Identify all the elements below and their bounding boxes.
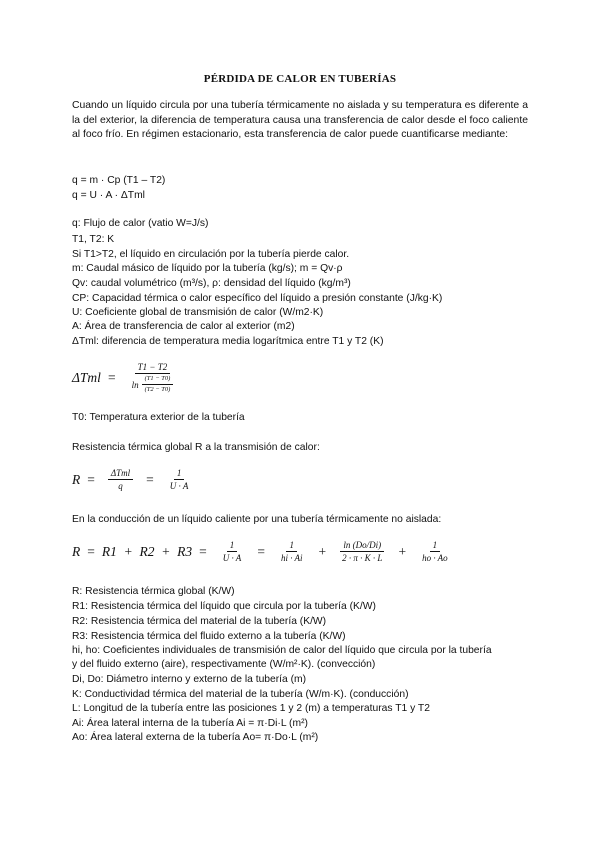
fraction-numerator: ΔTml xyxy=(108,468,133,480)
fraction-denominator: hi · Ai xyxy=(280,553,303,563)
legend-line: R2: Resistencia térmica del material de la tubería (K/W) xyxy=(72,616,327,627)
legend-line: hi, ho: Coeficientes individuales de transmisión de calor del líquido que circula por la tubería xyxy=(72,645,492,656)
fraction-numerator: 1 xyxy=(227,540,238,552)
legend-line: Di, Do: Diámetro interno y externo de la tubería (m) xyxy=(72,674,307,685)
resistance-intro: Resistencia térmica global R a la transmisión de calor: xyxy=(72,442,320,453)
legend-line: Ai: Área lateral interna de la tubería Ai = π·Di·L (m²) xyxy=(72,718,308,729)
fraction-numerator: 1 xyxy=(286,540,297,552)
legend-line: R1: Resistencia térmica del líquido que circula por la tubería (K/W) xyxy=(72,601,376,612)
equals-sign: = xyxy=(87,471,95,487)
equation-lhs: ΔTml xyxy=(72,370,101,385)
legend-line: Ao: Área lateral externa de la tubería Ao= π·Do·L (m²) xyxy=(72,732,319,743)
legend-line: K: Conductividad térmica del material de la tubería (W/m·K). (conducción) xyxy=(72,689,409,700)
legend-line: R3: Resistencia térmica del fluido externo a la tubería (K/W) xyxy=(72,631,346,642)
fraction-denominator: q xyxy=(118,481,123,491)
fraction-denominator: 2 · π · K · L xyxy=(342,553,383,563)
fraction-denominator: U · A xyxy=(222,553,242,563)
equation-lhs: R xyxy=(72,471,81,487)
fraction-numerator: ln (Do/Di) xyxy=(340,540,384,552)
fraction xyxy=(278,540,306,563)
definition-line: T1, T2: K xyxy=(72,234,115,245)
equation-dtml xyxy=(72,362,182,394)
fraction-numerator: 1 xyxy=(174,468,185,480)
equation-q-mass: q = m · Cp (T1 – T2) xyxy=(72,175,166,186)
fraction-numerator: 1 xyxy=(430,540,441,552)
equation-r xyxy=(72,468,197,491)
equation-r-sum xyxy=(72,540,457,563)
equals-sign: = xyxy=(199,543,207,559)
ln-label: ln xyxy=(131,379,139,390)
equals-sign: = xyxy=(107,370,116,385)
inner-numerator: (T1 − T0) xyxy=(142,375,174,385)
t0-definition: T0: Temperatura exterior de la tubería xyxy=(72,412,245,423)
legend-line: y del fluido externo (aire), respectivamente (W/m²·K). (convección) xyxy=(72,659,376,670)
definition-line: Si T1>T2, el líquido en circulación por la tubería pierde calor. xyxy=(72,249,350,260)
intro-paragraph: Cuando un líquido circula por una tubería térmicamente no aislada y su temperatura es diferente a la del exterior, la diferencia de temperatura causa una transferencia de calor desde el foco caliente al foco frío. En régimen estacionario, esta transferencia de calor puede cuantificarse mediante: xyxy=(72,100,528,141)
definition-line: A: Área de transferencia de calor al exterior (m2) xyxy=(72,321,295,332)
equals-sign: = xyxy=(257,543,265,559)
fraction xyxy=(108,468,133,491)
conduction-intro: En la conducción de un líquido caliente por una tubería térmicamente no aislada: xyxy=(72,514,442,525)
inner-denominator: (T2 − T0) xyxy=(144,386,171,393)
definition-line: U: Coeficiente global de transmisión de calor (W/m2·K) xyxy=(72,307,324,318)
fraction xyxy=(339,540,385,563)
inner-fraction xyxy=(142,375,174,394)
fraction xyxy=(129,362,177,394)
plus-sign: + xyxy=(318,543,327,559)
fraction-numerator: T1 − T2 xyxy=(135,362,171,374)
equals-sign: = xyxy=(87,543,95,559)
equation-q-global: q = U · A · ΔTml xyxy=(72,190,145,201)
fraction xyxy=(419,540,451,563)
definition-line: m: Caudal másico de líquido por la tubería (kg/s); m = Qv·ρ xyxy=(72,263,343,274)
definition-line: q: Flujo de calor (vatio W=J/s) xyxy=(72,218,209,229)
definition-line: CP: Capacidad térmica o calor específico del líquido a presión constante (J/kg·K) xyxy=(72,293,443,304)
resistance-terms: R1 + R2 + R3 xyxy=(101,543,193,559)
fraction-denominator xyxy=(129,374,177,394)
equation-lhs: R xyxy=(72,543,81,559)
fraction-denominator: U · A xyxy=(169,481,189,491)
definition-line: ΔTml: diferencia de temperatura media logarítmica entre T1 y T2 (K) xyxy=(72,336,384,347)
equals-sign: = xyxy=(146,471,154,487)
legend-line: R: Resistencia térmica global (K/W) xyxy=(72,586,235,597)
plus-sign: + xyxy=(398,543,407,559)
legend-line: L: Longitud de la tubería entre las posiciones 1 y 2 (m) a temperaturas T1 y T2 xyxy=(72,703,430,714)
page-title: PÉRDIDA DE CALOR EN TUBERÍAS xyxy=(203,73,397,85)
fraction xyxy=(220,540,245,563)
definition-line: Qv: caudal volumétrico (m³/s), ρ: densidad del líquido (kg/m³) xyxy=(72,278,351,289)
fraction-denominator: ho · Ao xyxy=(422,553,448,563)
fraction xyxy=(167,468,192,491)
